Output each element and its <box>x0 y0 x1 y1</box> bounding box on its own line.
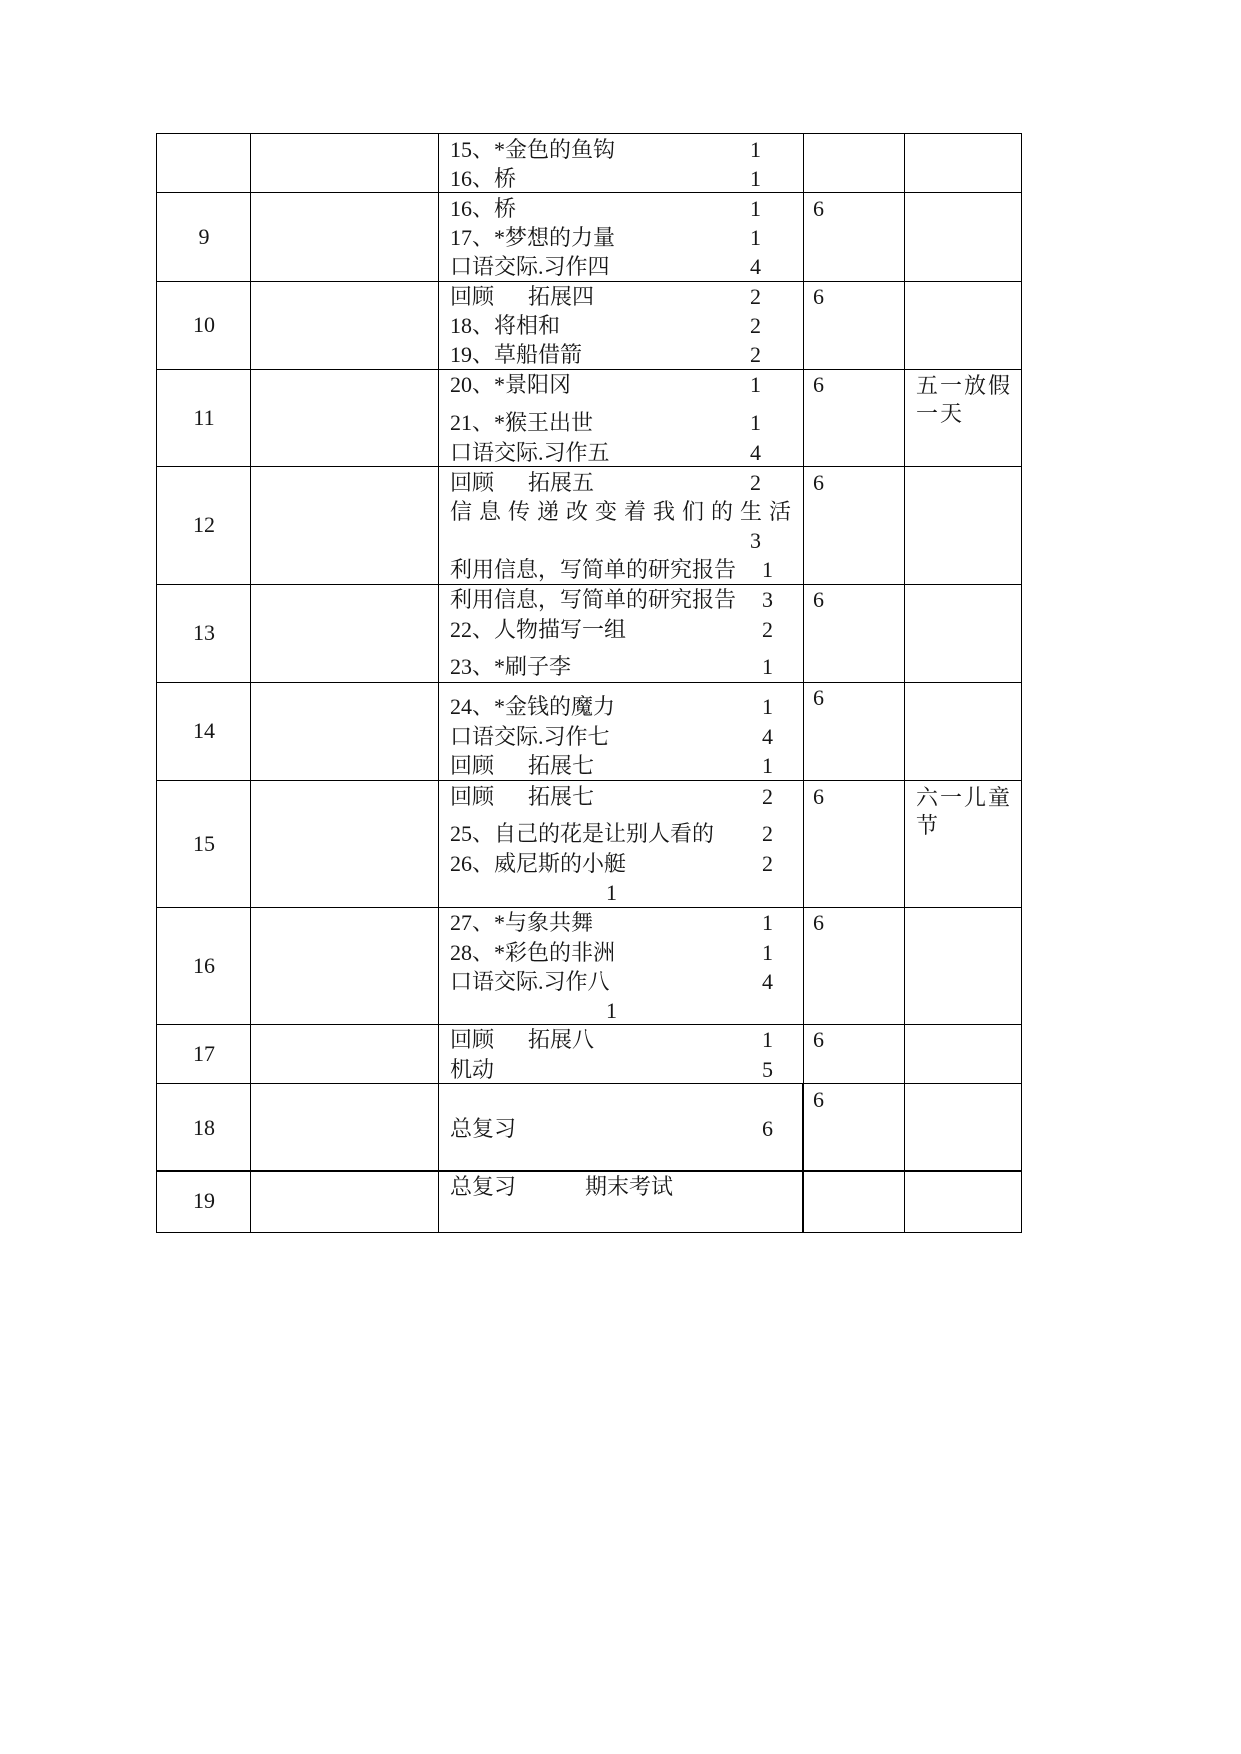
teaching-schedule-table <box>156 133 1022 1233</box>
lesson-title-secondary: 拓展四 <box>528 284 595 309</box>
lesson-title: 24、*金钱的魔力 <box>450 694 616 719</box>
lesson-periods: 1 <box>762 1027 773 1052</box>
lesson-periods: 2 <box>762 617 773 642</box>
lesson-title: 利用信息，写简单的研究报告 <box>450 557 737 582</box>
lesson-title: 20、*景阳冈 <box>450 372 572 397</box>
empty-cell <box>251 683 439 780</box>
remark-cell <box>905 1172 1021 1232</box>
lesson-title: 回顾 <box>450 753 495 778</box>
content-cell <box>439 1172 804 1232</box>
content-cell <box>439 467 804 584</box>
week-cell <box>157 908 251 1024</box>
lesson-title: 16、桥 <box>450 166 517 191</box>
lesson-title: 28、*彩色的非洲 <box>450 940 616 965</box>
lesson-periods: 2 <box>750 470 761 495</box>
lesson-periods: 2 <box>750 313 761 338</box>
lesson-periods: 1 <box>606 998 617 1023</box>
content-cell <box>439 683 804 780</box>
weekly-periods-cell <box>804 467 905 584</box>
lesson-periods: 4 <box>750 254 761 279</box>
week-number: 11 <box>193 405 215 430</box>
week-cell <box>157 683 251 780</box>
lesson-title-secondary: 拓展五 <box>528 470 595 495</box>
empty-cell <box>251 781 439 907</box>
lesson-periods: 5 <box>762 1057 773 1082</box>
lesson-periods: 3 <box>762 587 773 612</box>
lesson-periods: 1 <box>750 196 761 221</box>
week-number: 13 <box>193 620 215 645</box>
empty-cell <box>251 585 439 682</box>
remark-text: 五一放假一天 <box>916 373 1013 426</box>
lesson-title: 口语交际.习作七 <box>450 724 610 749</box>
lesson-title: 利用信息，写简单的研究报告 <box>450 587 737 612</box>
week-cell <box>157 781 251 907</box>
lesson-title-secondary: 拓展七 <box>528 784 595 809</box>
lesson-periods: 4 <box>750 440 761 465</box>
weekly-periods: 6 <box>813 685 824 710</box>
lesson-periods: 1 <box>750 225 761 250</box>
table-row <box>157 193 1021 282</box>
week-number: 17 <box>193 1041 215 1066</box>
remark-cell <box>905 1084 1021 1170</box>
lesson-title: 总复习 <box>450 1116 517 1141</box>
lesson-periods: 2 <box>750 342 761 367</box>
weekly-periods-cell <box>804 1084 905 1170</box>
content-cell <box>439 1025 804 1083</box>
week-cell <box>157 370 251 466</box>
weekly-periods-cell <box>804 282 905 369</box>
lesson-periods: 1 <box>762 694 773 719</box>
table-row <box>157 1025 1021 1084</box>
content-cell <box>439 908 804 1024</box>
remark-cell <box>905 781 1021 907</box>
lesson-periods: 1 <box>750 137 761 162</box>
weekly-periods: 6 <box>813 784 824 809</box>
lesson-title: 21、*猴王出世 <box>450 410 594 435</box>
lesson-title: 机动 <box>450 1057 495 1082</box>
lesson-title-secondary: 期末考试 <box>585 1174 674 1199</box>
lesson-title: 口语交际.习作八 <box>450 969 610 994</box>
lesson-periods: 4 <box>762 724 773 749</box>
lesson-title: 27、*与象共舞 <box>450 910 594 935</box>
lesson-title-secondary: 拓展八 <box>528 1027 595 1052</box>
lesson-title-secondary: 拓展七 <box>528 753 595 778</box>
lesson-periods: 1 <box>762 557 773 582</box>
week-number: 16 <box>193 953 215 978</box>
lesson-title: 25、自己的花是让别人看的 <box>450 821 715 846</box>
table-row <box>157 1084 1021 1172</box>
table-row <box>157 134 1021 193</box>
week-number: 10 <box>193 312 215 337</box>
table-row <box>157 1172 1021 1232</box>
lesson-periods: 1 <box>762 753 773 778</box>
content-cell <box>439 1084 804 1170</box>
week-number: 12 <box>193 512 215 537</box>
lesson-periods: 2 <box>750 284 761 309</box>
weekly-periods: 6 <box>813 196 824 221</box>
empty-cell <box>251 193 439 281</box>
lesson-periods: 3 <box>750 528 761 553</box>
week-cell <box>157 134 251 192</box>
lesson-title: 16、桥 <box>450 196 517 221</box>
content-cell <box>439 585 804 682</box>
lesson-title: 18、将相和 <box>450 313 561 338</box>
empty-cell <box>251 467 439 584</box>
remark-cell <box>905 683 1021 780</box>
weekly-periods: 6 <box>813 587 824 612</box>
lesson-periods: 2 <box>762 784 773 809</box>
lesson-title: 口语交际.习作四 <box>450 254 610 279</box>
content-cell <box>439 781 804 907</box>
content-cell <box>439 193 804 281</box>
lesson-title: 回顾 <box>450 284 495 309</box>
lesson-title: 回顾 <box>450 1027 495 1052</box>
empty-cell <box>251 908 439 1024</box>
lesson-title: 15、*金色的鱼钩 <box>450 137 616 162</box>
empty-cell <box>251 1172 439 1232</box>
weekly-periods-cell <box>804 908 905 1024</box>
remark-cell <box>905 467 1021 584</box>
lesson-periods: 1 <box>762 910 773 935</box>
table-row <box>157 370 1021 467</box>
lesson-title: 口语交际.习作五 <box>450 440 610 465</box>
lesson-title: 信息传递改变着我们的生活 <box>450 499 799 524</box>
lesson-title: 22、人物描写一组 <box>450 617 627 642</box>
week-number: 9 <box>198 224 210 249</box>
weekly-periods-cell <box>804 193 905 281</box>
week-cell <box>157 282 251 369</box>
table-row <box>157 908 1021 1025</box>
content-cell <box>439 282 804 369</box>
remark-cell <box>905 193 1021 281</box>
weekly-periods: 6 <box>813 1087 824 1112</box>
weekly-periods-cell <box>804 134 905 192</box>
weekly-periods-cell <box>804 370 905 466</box>
week-cell <box>157 1025 251 1083</box>
weekly-periods: 6 <box>813 1027 824 1052</box>
lesson-title: 回顾 <box>450 470 495 495</box>
lesson-periods: 1 <box>750 410 761 435</box>
lesson-periods: 1 <box>750 372 761 397</box>
table-row <box>157 282 1021 370</box>
empty-cell <box>251 370 439 466</box>
weekly-periods-cell <box>804 1025 905 1083</box>
weekly-periods: 6 <box>813 470 824 495</box>
empty-cell <box>251 134 439 192</box>
remark-cell <box>905 134 1021 192</box>
content-cell <box>439 370 804 466</box>
week-number: 15 <box>193 831 215 856</box>
weekly-periods: 6 <box>813 910 824 935</box>
lesson-title: 23、*刷子李 <box>450 654 572 679</box>
lesson-periods: 4 <box>762 969 773 994</box>
weekly-periods-cell <box>804 1172 905 1232</box>
lesson-periods: 1 <box>606 880 617 905</box>
lesson-periods: 1 <box>762 940 773 965</box>
week-cell <box>157 585 251 682</box>
weekly-periods-cell <box>804 585 905 682</box>
week-cell <box>157 467 251 584</box>
empty-cell <box>251 282 439 369</box>
table-row <box>157 467 1021 585</box>
remark-cell <box>905 282 1021 369</box>
lesson-title: 19、草船借箭 <box>450 342 583 367</box>
lesson-title: 17、*梦想的力量 <box>450 225 616 250</box>
remark-cell <box>905 585 1021 682</box>
content-cell <box>439 134 804 192</box>
lesson-title: 总复习 <box>450 1174 517 1199</box>
lesson-title: 26、威尼斯的小艇 <box>450 851 627 876</box>
weekly-periods: 6 <box>813 372 824 397</box>
lesson-periods: 2 <box>762 821 773 846</box>
remark-text: 六一儿童节 <box>916 785 1013 838</box>
lesson-periods: 1 <box>762 654 773 679</box>
week-cell <box>157 1084 251 1170</box>
table-row <box>157 585 1021 683</box>
remark-cell <box>905 370 1021 466</box>
remark-cell <box>905 908 1021 1024</box>
lesson-periods: 2 <box>762 851 773 876</box>
remark-cell <box>905 1025 1021 1083</box>
weekly-periods-cell <box>804 781 905 907</box>
week-cell <box>157 193 251 281</box>
lesson-periods: 6 <box>762 1116 773 1141</box>
empty-cell <box>251 1084 439 1170</box>
table-row <box>157 683 1021 781</box>
lesson-title: 回顾 <box>450 784 495 809</box>
week-number: 19 <box>193 1188 215 1213</box>
week-cell <box>157 1172 251 1232</box>
empty-cell <box>251 1025 439 1083</box>
lesson-periods: 1 <box>750 166 761 191</box>
table-row <box>157 781 1021 908</box>
week-number: 14 <box>193 718 215 743</box>
weekly-periods: 6 <box>813 284 824 309</box>
week-number: 18 <box>193 1115 215 1140</box>
weekly-periods-cell <box>804 683 905 780</box>
